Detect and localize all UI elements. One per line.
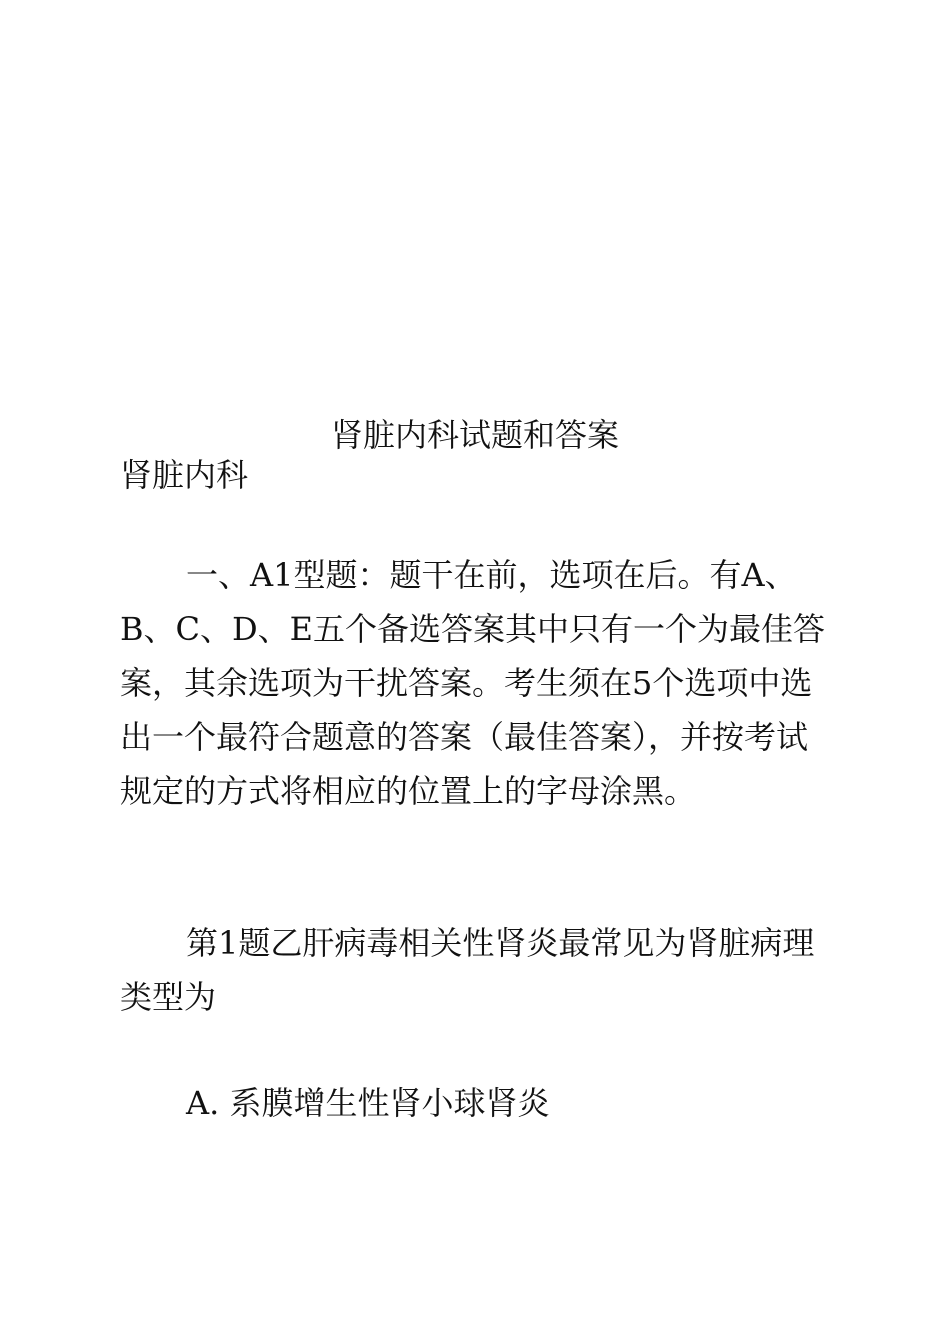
question-text: 第1题乙肝病毒相关性肾炎最常见为肾脏病理类型为 [120, 924, 815, 1016]
option-text: A. 系膜增生性肾小球肾炎 [186, 1084, 550, 1122]
option-a [120, 1076, 832, 1130]
instructions-paragraph [120, 548, 832, 818]
subject-heading: 肾脏内科 [120, 456, 249, 494]
document-title: 肾脏内科试题和答案 [330, 416, 619, 454]
instructions-text: 一、A1型题：题干在前，选项在后。有A、B、C、D、E五个备选答案其中只有一个为最佳答案，其余选项为干扰答案。考生须在5个选项中选出一个最符合题意的答案（最佳答案），并按考试规定的方式将相应的位置上的字母涂黑。 [120, 556, 826, 810]
question-1 [120, 916, 832, 1024]
